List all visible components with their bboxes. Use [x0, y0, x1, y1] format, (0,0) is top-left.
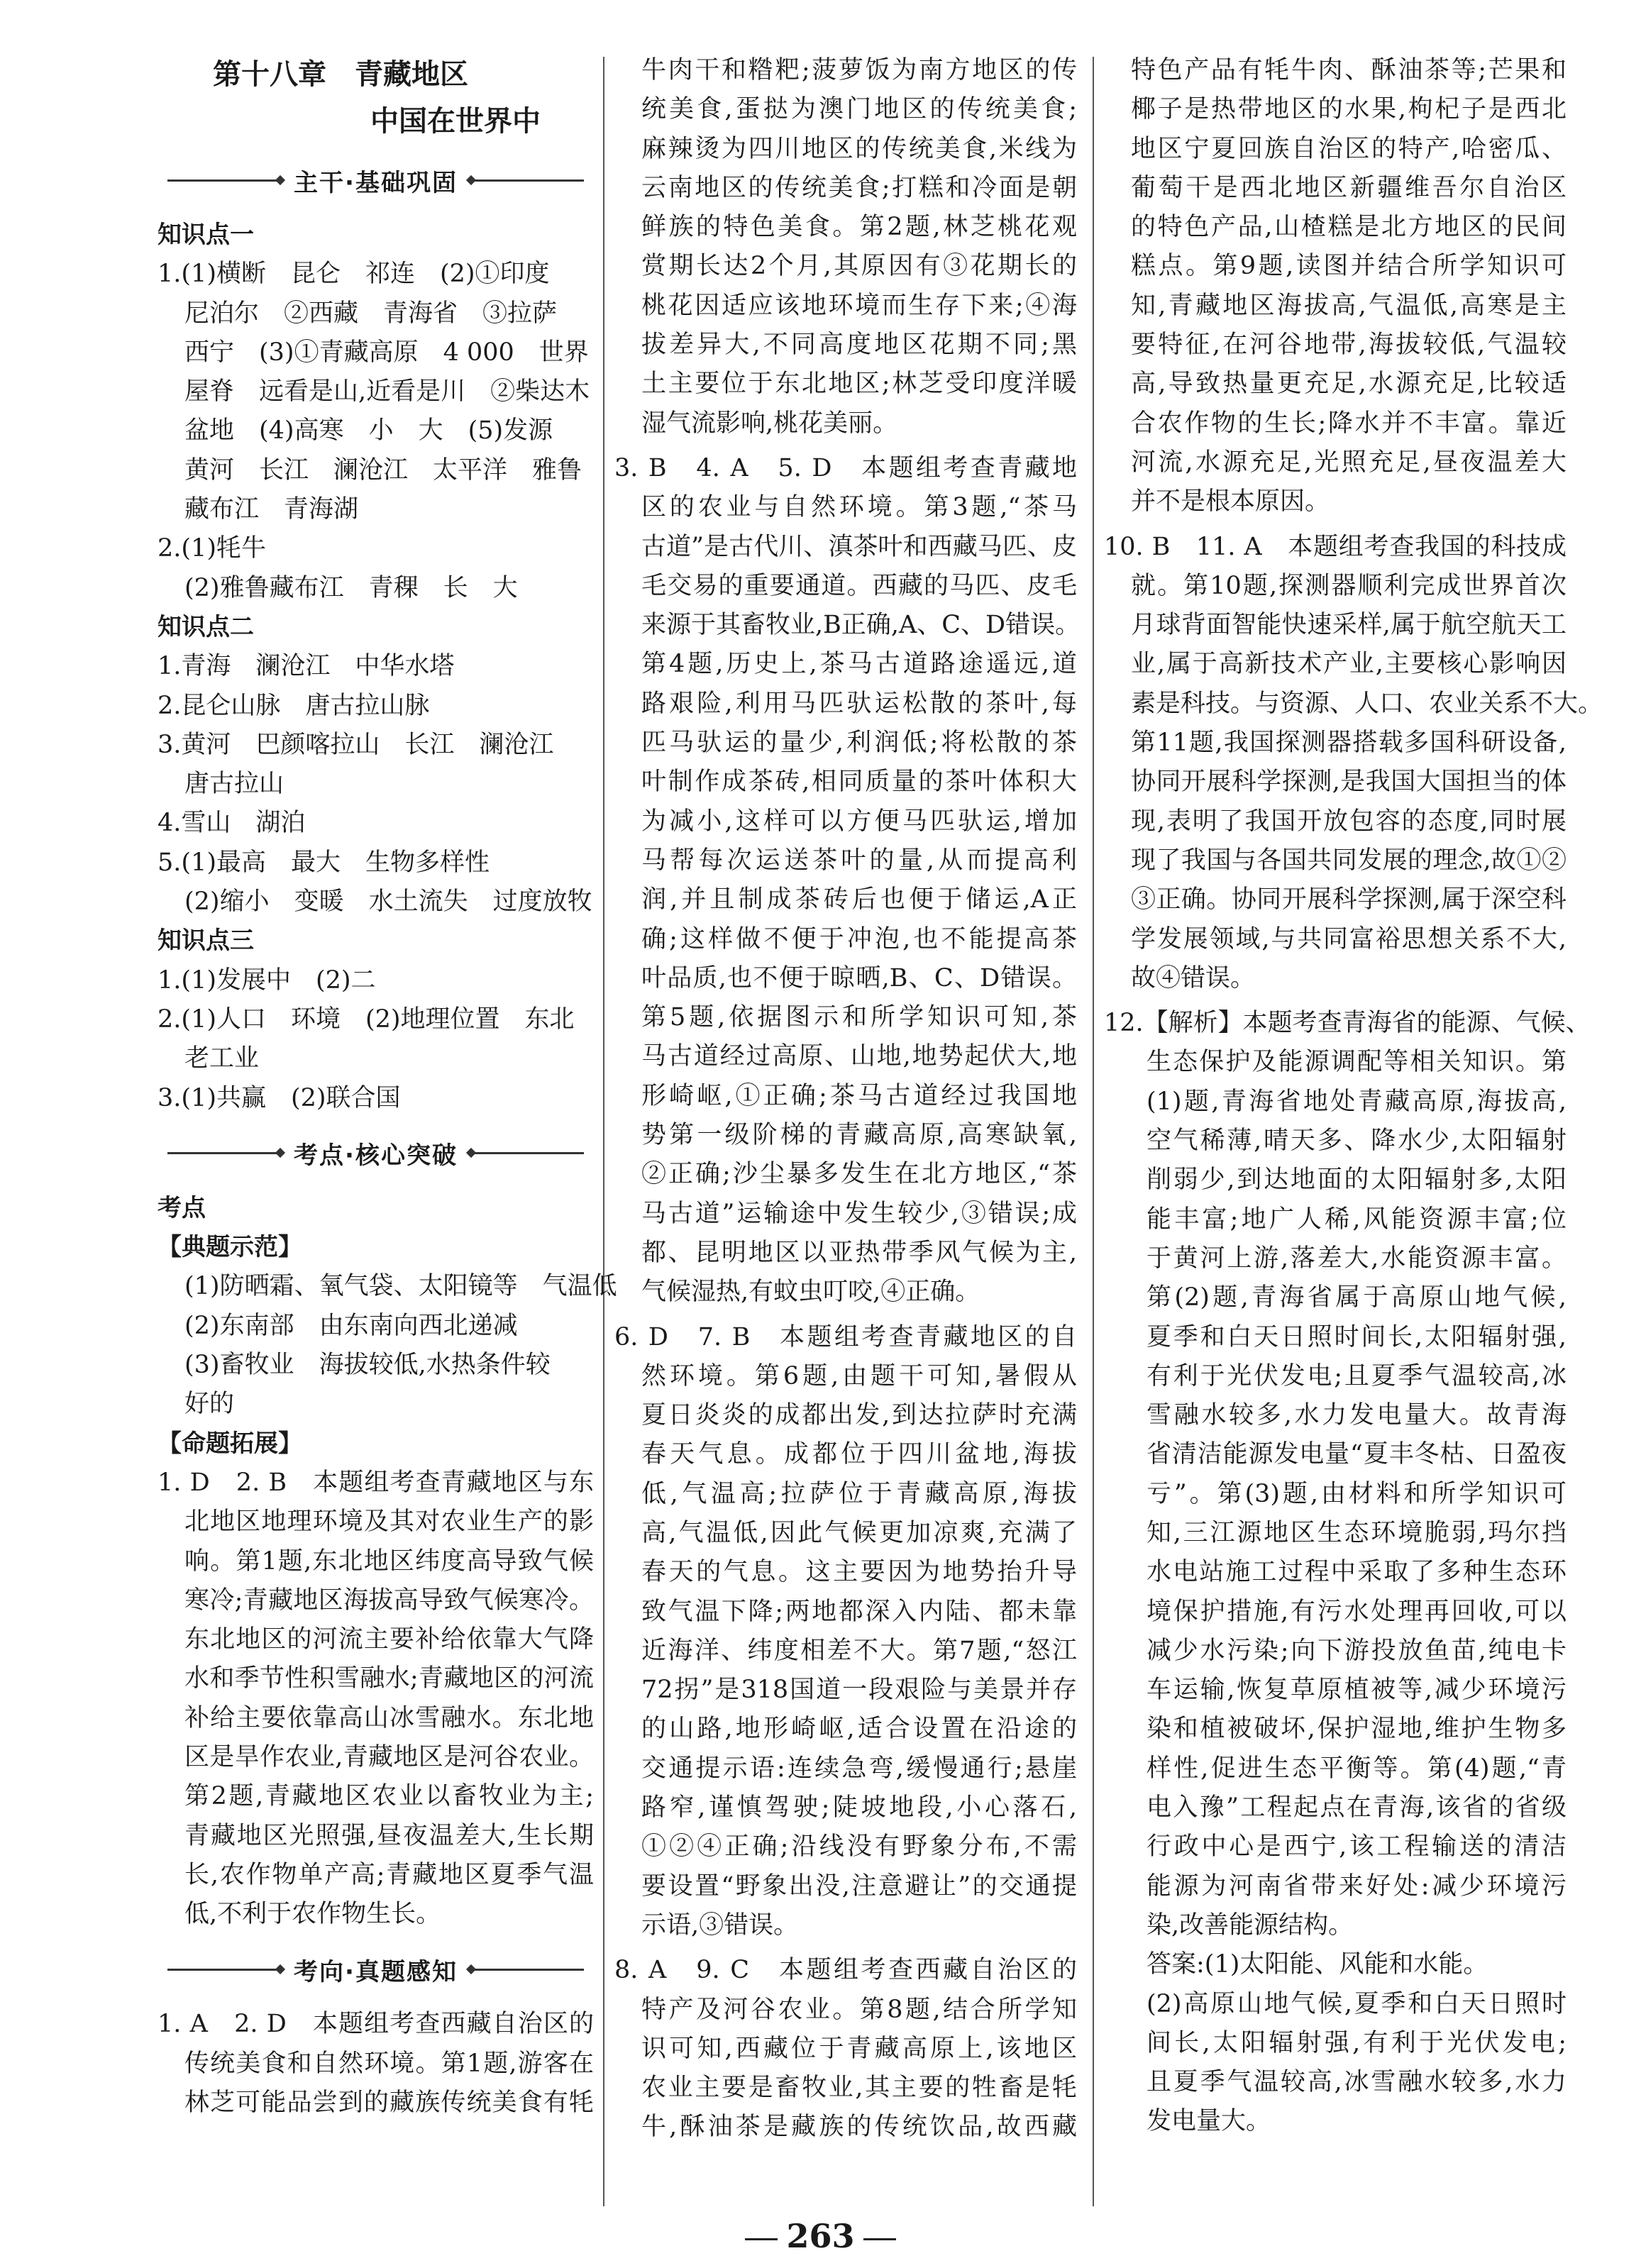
section-title: 考向·真题感知 — [294, 1957, 458, 1986]
text-line: 补给主要依靠高山冰雪融水。东北地 — [184, 1703, 594, 1732]
text-line: 春天气息。成都位于四川盆地,海拔 — [641, 1440, 1077, 1469]
text-line: 桃花因适应该地环境而生存下来;④海 — [641, 291, 1077, 320]
text-line: 雪融水较多,水力发电量大。故青海 — [1147, 1401, 1567, 1430]
text-line: 业,属于高新技术产业,主要核心影响因 — [1131, 650, 1567, 679]
chapter-title-line1: 第十八章 青藏地区 — [213, 58, 468, 91]
text-line: 有利于光伏发电;且夏季气温较高,冰 — [1147, 1361, 1567, 1390]
text-line: 1.(1)横断 昆仑 祁连 (2)①印度 — [158, 260, 550, 289]
knowledge-point-heading: 知识点一 — [158, 221, 254, 249]
text-line: 素是科技。与资源、人口、农业关系不大。 — [1131, 689, 1603, 718]
text-line: 要设置“野象出没,注意避让”的交通提 — [641, 1871, 1077, 1901]
section-title: 主干·基础巩固 — [294, 168, 458, 197]
text-line: 传统美食和自然环境。第1题,游客在 — [184, 2049, 594, 2078]
text-line: 云南地区的传统美食;打糕和冷面是朝 — [641, 173, 1077, 202]
q6-7-explanation — [614, 1318, 1077, 1946]
q1-2-continued — [614, 51, 1077, 443]
text-line: 第2题,青藏地区农业以畜牧业为主; — [184, 1782, 594, 1811]
text-line: 于黄河上游,落差大,水能资源丰富。 — [1147, 1244, 1567, 1273]
text-line: 就。第10题,探测器顺利完成世界首次 — [1131, 571, 1567, 600]
text-line: 1. D 2. B 本题组考查青藏地区与东 — [158, 1468, 594, 1497]
text-line: 区是旱作农业,青藏地区是河谷农业。 — [184, 1742, 594, 1771]
text-line: 寒冷;青藏地区海拔高导致气候寒冷。 — [184, 1586, 594, 1615]
text-line: 赏期长达2个月,其原因有③花期长的 — [641, 252, 1077, 281]
text-line: 故④错误。 — [1131, 963, 1256, 992]
text-line: (2)东南部 由东南向西北递减 — [184, 1311, 518, 1340]
q3-5-explanation — [614, 449, 1081, 1312]
text-line: 发电量大。 — [1147, 2107, 1271, 2136]
text-line: 的特色产品,山楂糕是北方地区的民间 — [1131, 213, 1567, 242]
text-line: 第(2)题,青海省属于高原山地气候, — [1147, 1283, 1567, 1312]
text-line: 黄河 长江 澜沧江 太平洋 雅鲁 — [184, 455, 582, 485]
kp2-answers — [158, 647, 594, 922]
text-line: 省清洁能源发电量“夏丰冬枯、日盈夜 — [1147, 1440, 1567, 1469]
text-line: 区的农业与自然环境。第3题,“茶马 — [641, 493, 1077, 522]
text-line: 统美食,蛋挞为澳门地区的传统美食; — [641, 95, 1077, 124]
text-line: 青藏地区光照强,昼夜温差大,生长期 — [184, 1821, 594, 1850]
text-line: 响。第1题,东北地区纬度高导致气候 — [184, 1547, 594, 1576]
text-line: 12.【解析】本题考查青海省的能源、气候、 — [1104, 1009, 1591, 1038]
text-line: 毛交易的重要通道。西藏的马匹、皮毛 — [641, 571, 1077, 600]
text-line: 土主要位于东北地区;林芝受印度洋暖 — [641, 370, 1077, 399]
text-line: 马古道”运输途中发生较少,③错误;成 — [641, 1199, 1077, 1228]
q8-9-continued — [1104, 51, 1567, 522]
knowledge-point-heading: 知识点二 — [158, 612, 254, 641]
text-line: 椰子是热带地区的水果,枸杞子是西北 — [1131, 95, 1567, 124]
knowledge-point-heading: 知识点三 — [158, 926, 254, 956]
text-line: 间长,太阳辐射强,有利于光伏发电; — [1147, 2028, 1567, 2057]
text-line: 生态保护及能源调配等相关知识。第 — [1147, 1048, 1567, 1077]
typical-example-answers — [158, 1267, 617, 1424]
text-line: 东北地区的河流主要补给依靠大气降 — [184, 1625, 594, 1654]
text-line: 叶品质,也不便于晾晒,B、C、D错误。 — [641, 963, 1077, 992]
text-line: 6. D 7. B 本题组考查青藏地区的自 — [614, 1322, 1077, 1351]
text-line: 古道”是古代川、滇茶叶和西藏马匹、皮 — [641, 532, 1077, 561]
text-line: 叶制作成茶砖,相同质量的茶叶体积大 — [641, 768, 1077, 797]
text-line: 来源于其畜牧业,B正确,A、C、D错误。 — [641, 611, 1081, 640]
text-line: 长,农作物单产高;青藏地区夏季气温 — [184, 1860, 594, 1889]
text-line: 2.(1)人口 环境 (2)地理位置 东北 — [158, 1005, 575, 1034]
section-header-basics — [158, 145, 594, 216]
text-line: 然环境。第6题,由题干可知,暑假从 — [641, 1361, 1077, 1390]
text-line: 72拐”是318国道一段艰险与美景并存 — [641, 1676, 1077, 1705]
section-title: 考点·核心突破 — [294, 1141, 458, 1171]
text-line: 马古道经过高原、山地,地势起伏大,地 — [641, 1042, 1077, 1071]
text-line: 1.青海 澜沧江 中华水塔 — [158, 652, 455, 681]
text-line: 2.昆仑山脉 唐古拉山脉 — [158, 691, 430, 720]
text-line: 路艰险,利用马匹驮运松散的茶叶,每 — [641, 689, 1077, 718]
text-line: 车运输,恢复草原植被等,减少环境污 — [1147, 1676, 1567, 1705]
q12-explanation — [1104, 1004, 1591, 1945]
text-line: 第11题,我国探测器搭载多国科研设备, — [1131, 729, 1567, 758]
text-line: (2)高原山地气候,夏季和白天日照时 — [1147, 1989, 1567, 2018]
text-line: 境保护措施,有污水处理再回收,可以 — [1147, 1597, 1567, 1626]
text-line: 农业主要是畜牧业,其主要的牲畜是牦 — [641, 2074, 1077, 2103]
text-line: 为减小,这样可以方便马匹驮运,增加 — [641, 807, 1077, 836]
text-line: 春天的气息。这主要因为地势抬升导 — [641, 1558, 1077, 1587]
text-line: 1.(1)发展中 (2)二 — [158, 966, 376, 995]
text-line: 藏布江 青海湖 — [184, 495, 359, 524]
text-line: 确;这样做不便于冲泡,也不能提高茶 — [641, 924, 1077, 953]
text-line: 10. B 11. A 本题组考查我国的科技成 — [1104, 532, 1567, 561]
text-line: 拔差异大,不同高度地区花期不同;黑 — [641, 331, 1077, 360]
text-line: (3)畜牧业 海拔较低,水热条件较 — [184, 1351, 551, 1380]
text-line: 路窄,谨慎驾驶;陡坡地段,小心落石, — [641, 1793, 1077, 1822]
text-line: 势第一级阶梯的青藏高原,高寒缺氧, — [641, 1121, 1077, 1150]
text-line: 北地区地理环境及其对农业生产的影 — [184, 1508, 594, 1537]
text-line: 马帮每次运送茶叶的量,从而提高利 — [641, 846, 1077, 875]
chapter-title-line2: 中国在世界中 — [370, 105, 541, 138]
text-line: 唐古拉山 — [184, 770, 284, 799]
text-line: 特色产品有牦牛肉、酥油茶等;芒果和 — [1131, 56, 1567, 84]
text-line: 气候湿热,有蚊虫叮咬,④正确。 — [641, 1278, 980, 1307]
text-line: 水和季节性积雪融水;青藏地区的河流 — [184, 1664, 594, 1693]
text-line: ③正确。协同开展科学探测,属于深空科 — [1131, 885, 1567, 914]
text-line: (1)防晒霜、氧气袋、太阳镜等 气温低 — [184, 1272, 617, 1301]
text-line: (1)题,青海省地处青藏高原,海拔高, — [1147, 1087, 1567, 1116]
text-line: 林芝可能品尝到的藏族传统美食有牦 — [184, 2089, 594, 2118]
text-line: ①②④正确;沿线没有野象分布,不需 — [641, 1832, 1077, 1862]
text-line: 现了我国与各国共同发展的理念,故①② — [1131, 846, 1567, 875]
text-line: 屋脊 远看是山,近看是川 ②柴达木 — [184, 377, 590, 406]
section-header-core — [158, 1118, 594, 1189]
q10-11-explanation — [1104, 528, 1603, 999]
text-line: 并不是根本原因。 — [1131, 487, 1330, 516]
text-line: 糕点。第9题,读图并结合所学知识可 — [1131, 252, 1567, 281]
column-right — [1104, 51, 1603, 2142]
column-divider — [1093, 57, 1094, 2206]
text-line: 致气温下降;两地都深入内陆、都未靠 — [641, 1597, 1077, 1626]
text-line: 减少水污染;向下游投放鱼苗,纯电卡 — [1147, 1636, 1567, 1665]
text-line: 且夏季气温较高,冰雪融水较多,水力 — [1147, 2068, 1567, 2097]
text-line: 学发展领域,与共同富裕思想关系不大, — [1131, 924, 1567, 953]
page-number — [0, 2217, 1641, 2255]
text-line: 3.(1)共赢 (2)联合国 — [158, 1083, 401, 1112]
text-line: 近海洋、纬度相差不大。第7题,“怒江 — [641, 1636, 1077, 1665]
text-line: 要特征,在河谷地带,海拔较低,气温较 — [1131, 331, 1567, 360]
real-q1-2-explanation — [158, 2005, 594, 2123]
text-line: 示语,③错误。 — [641, 1910, 799, 1940]
page-number-value: 263 — [786, 2217, 855, 2255]
text-line: 第4题,历史上,茶马古道路途遥远,道 — [641, 650, 1077, 679]
text-line: 5.(1)最高 最大 生物多样性 — [158, 848, 490, 877]
text-line: 知,青藏地区海拔高,气温低,高寒是主 — [1131, 291, 1567, 320]
q12-answer — [1104, 1945, 1567, 2141]
text-line: 月球背面智能快速采样,属于航空航天工 — [1131, 611, 1567, 640]
text-line: 交通提示语:连续急弯,缓慢通行;悬崖 — [641, 1754, 1077, 1783]
text-line: 润,并且制成茶砖后也便于储运,A正 — [641, 885, 1077, 914]
text-line: 能源为河南省带来好处:减少环境污 — [1147, 1871, 1567, 1901]
text-line: 好的 — [184, 1390, 235, 1419]
text-line: (2)缩小 变暖 水土流失 过度放牧 — [184, 887, 592, 917]
kaodian-heading: 考点 — [158, 1193, 206, 1222]
column-left — [158, 51, 617, 2123]
text-line: 低,气温高;拉萨位于青藏高原,海拔 — [641, 1479, 1077, 1508]
text-line: 高,气温低,因此气候更加凉爽,充满了 — [641, 1518, 1077, 1547]
text-line: 样性,促进生态平衡等。第(4)题,“青 — [1147, 1754, 1567, 1783]
text-line: 盆地 (4)高寒 小 大 (5)发源 — [184, 416, 553, 446]
text-line: 麻辣烫为四川地区的传统美食,米线为 — [641, 134, 1077, 163]
text-line: 空气稀薄,晴天多、降水少,太阳辐射 — [1147, 1127, 1567, 1156]
column-middle — [614, 51, 1081, 2147]
text-line: 湿气流影响,桃花美丽。 — [641, 409, 898, 438]
text-line: 都、昆明地区以亚热带季风气候为主, — [641, 1238, 1077, 1267]
text-line: 鲜族的特色美食。第2题,林芝桃花观 — [641, 213, 1077, 242]
text-line: 现,表明了我国开放包容的态度,同时展 — [1131, 807, 1567, 836]
text-line: 知,三江源地区生态环境脆弱,玛尔挡 — [1147, 1518, 1567, 1547]
text-line: 削弱少,到达地面的太阳辐射多,太阳 — [1147, 1166, 1567, 1195]
text-line: 4.雪山 湖泊 — [158, 809, 306, 838]
text-line: 水电站施工过程中采取了多种生态环 — [1147, 1558, 1567, 1587]
text-line: (2)雅鲁藏布江 青稞 长 大 — [184, 573, 518, 602]
text-line: 2.(1)牦牛 — [158, 534, 266, 563]
text-line: 第5题,依据图示和所学知识可知,茶 — [641, 1003, 1077, 1032]
text-line: 1. A 2. D 本题组考查西藏自治区的 — [158, 2010, 594, 2039]
text-line: 染和植被破坏,保护湿地,维护生物多 — [1147, 1715, 1567, 1744]
text-line: 识可知,西藏位于青藏高原上,该地区 — [641, 2034, 1077, 2063]
text-line: 河流,水源充足,光照充足,昼夜温差大 — [1131, 448, 1567, 477]
text-line: 夏季和白天日照时间长,太阳辐射强, — [1147, 1322, 1567, 1351]
text-line: 8. A 9. C 本题组考查西藏自治区的 — [614, 1956, 1077, 1985]
text-line: 行政中心是西宁,该工程输送的清洁 — [1147, 1832, 1567, 1862]
answer-line: 答案:(1)太阳能、风能和水能。 — [1147, 1950, 1488, 1979]
kp3-answers — [158, 961, 594, 1118]
text-line: 西宁 (3)①青藏高原 4 000 世界 — [184, 338, 589, 367]
text-line: 合农作物的生长;降水并不丰富。靠近 — [1131, 409, 1567, 438]
text-line: 低,不利于农作物生长。 — [184, 1900, 441, 1929]
text-line: 牛,酥油茶是藏族的传统饮品,故西藏 — [641, 2113, 1077, 2142]
text-line: 电入豫”工程起点在青海,该省的省级 — [1147, 1793, 1567, 1822]
text-line: 地区宁夏回族自治区的特产,哈密瓜、 — [1131, 134, 1567, 163]
text-line: 协同开展科学探测,是我国大国担当的体 — [1131, 768, 1567, 797]
text-line: 葡萄干是西北地区新疆维吾尔自治区 — [1131, 173, 1567, 202]
column-divider — [603, 57, 604, 2206]
text-line: 染,改善能源结构。 — [1147, 1910, 1354, 1940]
text-line: 老工业 — [184, 1044, 260, 1073]
text-line: 3. B 4. A 5. D 本题组考查青藏地 — [614, 453, 1077, 482]
text-line: 形崎岖,①正确;茶马古道经过我国地 — [641, 1081, 1077, 1110]
text-line: 夏日炎炎的成都出发,到达拉萨时充满 — [641, 1401, 1077, 1430]
text-line: 3.黄河 巴颜喀拉山 长江 澜沧江 — [158, 730, 554, 759]
q8-9-explanation — [614, 1951, 1077, 2147]
text-line: 能丰富;地广人稀,风能资源丰富;位 — [1147, 1205, 1567, 1234]
text-line: 特产及河谷农业。第8题,结合所学知 — [641, 1995, 1077, 2024]
section-header-real — [158, 1934, 594, 2005]
text-line: ②正确;沙尘暴多发生在北方地区,“茶 — [641, 1160, 1077, 1189]
extension-heading: 【命题拓展】 — [158, 1429, 302, 1458]
text-line: 牛肉干和糌粑;菠萝饭为南方地区的传 — [641, 56, 1077, 84]
typical-example-heading: 【典题示范】 — [158, 1233, 302, 1262]
text-line: 的山路,地形崎岖,适合设置在沿途的 — [641, 1715, 1077, 1744]
text-line: 尼泊尔 ②西藏 青海省 ③拉萨 — [184, 299, 558, 328]
kp1-answers — [158, 255, 594, 608]
text-line: 高,导致热量更充足,水源充足,比较适 — [1131, 370, 1567, 399]
q1-2-explanation — [158, 1464, 594, 1935]
text-line: 亏”。第(3)题,由材料和所学知识可 — [1147, 1479, 1567, 1508]
text-line: 匹马驮运的量少,利润低;将松散的茶 — [641, 729, 1077, 758]
